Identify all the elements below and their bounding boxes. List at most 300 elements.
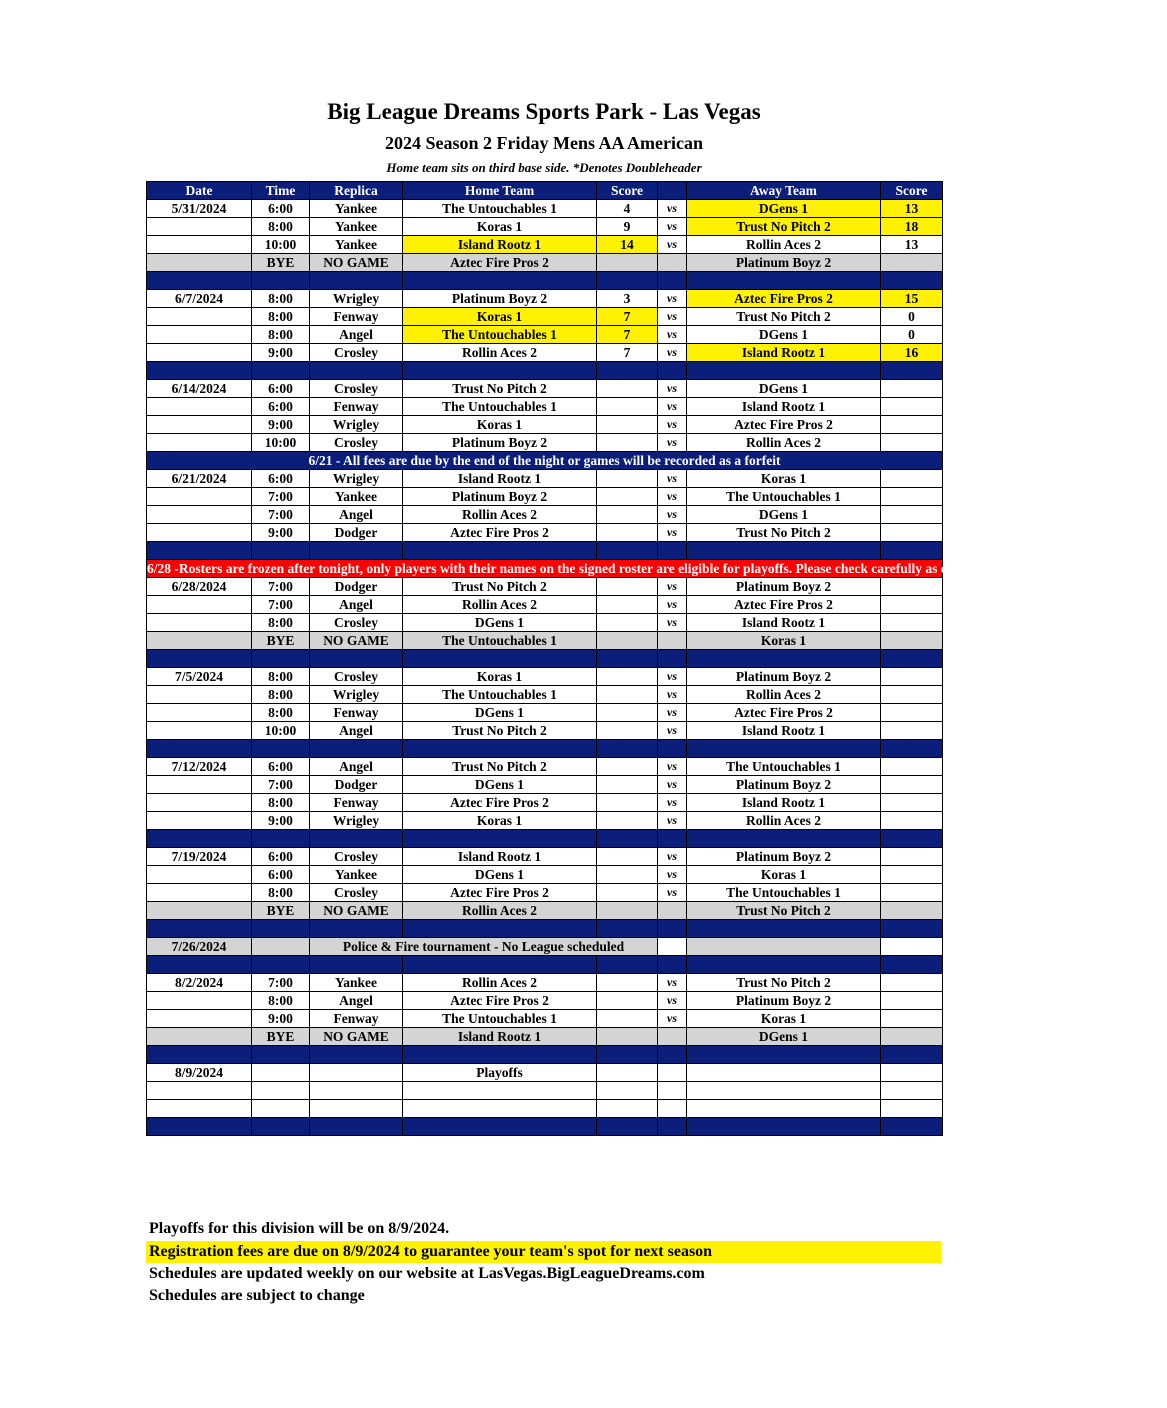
home-score-cell [597, 632, 658, 650]
separator-cell [147, 650, 252, 668]
time-cell: 9:00 [252, 1010, 310, 1028]
game-row [147, 776, 943, 794]
vs-cell: vs [658, 200, 687, 218]
replica-field-cell: Angel [310, 722, 403, 740]
game-row [147, 488, 943, 506]
time-cell: 9:00 [252, 344, 310, 362]
home-team-cell [403, 1100, 597, 1118]
time-cell: 7:00 [252, 488, 310, 506]
away-score-cell: 0 [881, 326, 943, 344]
date-cell: 7/19/2024 [147, 848, 252, 866]
vs-cell [658, 254, 687, 272]
separator-cell [597, 362, 658, 380]
replica-field-cell: Crosley [310, 434, 403, 452]
home-team-cell: Island Rootz 1 [403, 470, 597, 488]
vs-cell: vs [658, 704, 687, 722]
separator-cell [658, 920, 687, 938]
game-row [147, 218, 943, 236]
separator-cell [881, 920, 943, 938]
replica-field-cell: NO GAME [310, 632, 403, 650]
away-team-cell [687, 938, 881, 956]
separator-cell [597, 740, 658, 758]
separator-cell [658, 650, 687, 668]
date-cell [147, 434, 252, 452]
home-team-cell: Island Rootz 1 [403, 848, 597, 866]
separator-cell [881, 272, 943, 290]
separator-cell [310, 1046, 403, 1064]
vs-cell: vs [658, 614, 687, 632]
away-team-cell: Rollin Aces 2 [687, 812, 881, 830]
date-cell: 6/28/2024 [147, 578, 252, 596]
header-replica: Replica [310, 182, 403, 200]
home-team-cell: Koras 1 [403, 416, 597, 434]
date-cell [147, 686, 252, 704]
playoffs-note: Playoffs for this division will be on 8/9/2024. [149, 1220, 450, 1237]
game-row [147, 848, 943, 866]
schedule-body [147, 200, 1167, 1136]
vs-cell: vs [658, 434, 687, 452]
separator-cell [310, 362, 403, 380]
separator-cell [687, 650, 881, 668]
away-team-cell: The Untouchables 1 [687, 758, 881, 776]
date-cell: 7/5/2024 [147, 668, 252, 686]
time-cell: 8:00 [252, 686, 310, 704]
home-score-cell [597, 470, 658, 488]
home-team-cell: Trust No Pitch 2 [403, 578, 597, 596]
replica-field-cell [310, 1082, 403, 1100]
separator-cell [658, 362, 687, 380]
vs-cell: vs [658, 398, 687, 416]
time-cell: BYE [252, 254, 310, 272]
game-row [147, 1064, 943, 1082]
date-cell [147, 596, 252, 614]
replica-field-cell: Crosley [310, 884, 403, 902]
separator-cell [403, 740, 597, 758]
replica-field-cell [310, 1064, 403, 1082]
away-score-cell [881, 416, 943, 434]
date-cell: 8/9/2024 [147, 1064, 252, 1082]
vs-cell: vs [658, 596, 687, 614]
separator-cell [881, 1046, 943, 1064]
separator-cell [658, 1046, 687, 1064]
separator-cell [252, 362, 310, 380]
date-cell [147, 1100, 252, 1118]
home-score-cell [597, 596, 658, 614]
replica-field-cell: Crosley [310, 380, 403, 398]
game-row [147, 614, 943, 632]
away-score-cell [881, 470, 943, 488]
game-row [147, 1082, 943, 1100]
game-row [147, 380, 943, 398]
vs-cell: vs [658, 722, 687, 740]
vs-cell [658, 1028, 687, 1046]
home-team-cell: Playoffs [403, 1064, 597, 1082]
away-score-cell [881, 668, 943, 686]
separator-cell [658, 956, 687, 974]
website-note: Schedules are updated weekly on our website at LasVegas.BigLeagueDreams.com [149, 1265, 705, 1282]
separator-cell [252, 650, 310, 668]
time-cell: 9:00 [252, 524, 310, 542]
home-team-cell: Platinum Boyz 2 [403, 488, 597, 506]
date-cell [147, 722, 252, 740]
time-cell [252, 938, 310, 956]
separator-cell [310, 830, 403, 848]
away-score-cell [881, 722, 943, 740]
date-cell: 5/31/2024 [147, 200, 252, 218]
home-team-cell: Aztec Fire Pros 2 [403, 992, 597, 1010]
home-score-cell [597, 974, 658, 992]
game-row [147, 686, 943, 704]
game-row [147, 866, 943, 884]
separator-cell [310, 272, 403, 290]
time-cell: BYE [252, 632, 310, 650]
home-score-cell [597, 416, 658, 434]
home-team-cell: Aztec Fire Pros 2 [403, 524, 597, 542]
separator-cell [310, 542, 403, 560]
home-score-cell [597, 488, 658, 506]
separator-cell [881, 542, 943, 560]
away-score-cell [881, 380, 943, 398]
vs-cell: vs [658, 416, 687, 434]
away-score-cell [881, 974, 943, 992]
away-score-cell [881, 848, 943, 866]
away-team-cell: DGens 1 [687, 506, 881, 524]
seating-note: Home team sits on third base side. *Denotes Doubleheader [386, 160, 702, 175]
home-score-cell [597, 506, 658, 524]
home-team-cell: Aztec Fire Pros 2 [403, 794, 597, 812]
home-team-cell: Rollin Aces 2 [403, 596, 597, 614]
separator-cell [310, 740, 403, 758]
home-score-cell [597, 794, 658, 812]
time-cell [252, 1100, 310, 1118]
separator-cell [403, 542, 597, 560]
home-score-cell [597, 434, 658, 452]
home-score-cell [597, 254, 658, 272]
separator-cell [147, 740, 252, 758]
game-row [147, 200, 943, 218]
away-team-cell: Trust No Pitch 2 [687, 308, 881, 326]
home-score-cell: 7 [597, 308, 658, 326]
home-team-cell: Trust No Pitch 2 [403, 380, 597, 398]
home-score-cell [597, 1082, 658, 1100]
away-team-cell: DGens 1 [687, 326, 881, 344]
away-score-cell [881, 1010, 943, 1028]
date-cell [147, 326, 252, 344]
home-score-cell: 7 [597, 326, 658, 344]
separator-cell [881, 362, 943, 380]
home-score-cell [597, 398, 658, 416]
home-score-cell: 14 [597, 236, 658, 254]
vs-cell: vs [658, 974, 687, 992]
replica-field-cell: Wrigley [310, 290, 403, 308]
away-score-cell [881, 866, 943, 884]
separator-cell [252, 1046, 310, 1064]
away-score-cell [881, 902, 943, 920]
away-score-cell [881, 704, 943, 722]
game-row [147, 1100, 943, 1118]
away-team-cell: Island Rootz 1 [687, 794, 881, 812]
date-cell [147, 236, 252, 254]
replica-field-cell: NO GAME [310, 254, 403, 272]
home-team-cell: Trust No Pitch 2 [403, 758, 597, 776]
away-score-cell [881, 254, 943, 272]
away-score-cell [881, 992, 943, 1010]
home-team-cell: The Untouchables 1 [403, 1010, 597, 1028]
separator-cell [310, 920, 403, 938]
away-team-cell [687, 1100, 881, 1118]
separator-cell [597, 920, 658, 938]
separator-cell [147, 1046, 252, 1064]
replica-field-cell: Yankee [310, 200, 403, 218]
separator-row [147, 1118, 943, 1136]
separator-row [147, 740, 943, 758]
separator-cell [687, 920, 881, 938]
vs-cell: vs [658, 812, 687, 830]
game-row [147, 974, 943, 992]
separator-cell [687, 1046, 881, 1064]
away-score-cell [881, 1064, 943, 1082]
vs-cell: vs [658, 884, 687, 902]
separator-cell [403, 650, 597, 668]
replica-field-cell [310, 1100, 403, 1118]
separator-cell [687, 740, 881, 758]
separator-row [147, 1046, 943, 1064]
home-team-cell: Island Rootz 1 [403, 236, 597, 254]
home-team-cell: Koras 1 [403, 218, 597, 236]
replica-field-cell: Angel [310, 596, 403, 614]
date-cell [147, 308, 252, 326]
fee-notice-row [147, 452, 943, 470]
date-cell [147, 794, 252, 812]
home-score-cell: 3 [597, 290, 658, 308]
vs-cell [658, 938, 687, 956]
time-cell: 10:00 [252, 722, 310, 740]
replica-field-cell: Fenway [310, 1010, 403, 1028]
away-score-cell [881, 758, 943, 776]
time-cell: 9:00 [252, 416, 310, 434]
separator-cell [597, 956, 658, 974]
separator-cell [597, 272, 658, 290]
separator-cell [658, 830, 687, 848]
home-score-cell: 9 [597, 218, 658, 236]
replica-field-cell: Yankee [310, 866, 403, 884]
vs-cell [658, 1064, 687, 1082]
date-cell [147, 1010, 252, 1028]
home-score-cell [597, 776, 658, 794]
time-cell: 6:00 [252, 380, 310, 398]
time-cell: 9:00 [252, 812, 310, 830]
home-team-cell: DGens 1 [403, 704, 597, 722]
time-cell: 10:00 [252, 434, 310, 452]
home-team-cell: The Untouchables 1 [403, 686, 597, 704]
header-row [147, 182, 943, 200]
vs-cell [658, 632, 687, 650]
separator-cell [687, 956, 881, 974]
replica-field-cell: Angel [310, 326, 403, 344]
separator-cell [252, 920, 310, 938]
time-cell: 6:00 [252, 866, 310, 884]
date-cell [147, 416, 252, 434]
bye-row [147, 1028, 943, 1046]
replica-field-cell: Yankee [310, 236, 403, 254]
header-away-team: Away Team [687, 182, 881, 200]
home-team-cell: DGens 1 [403, 614, 597, 632]
vs-cell: vs [658, 326, 687, 344]
date-cell [147, 218, 252, 236]
separator-cell [597, 542, 658, 560]
vs-cell: vs [658, 578, 687, 596]
separator-cell [403, 830, 597, 848]
away-team-cell: Island Rootz 1 [687, 344, 881, 362]
away-score-cell: 0 [881, 308, 943, 326]
home-score-cell [597, 866, 658, 884]
date-cell [147, 1082, 252, 1100]
home-team-cell: Koras 1 [403, 668, 597, 686]
home-team-cell: Rollin Aces 2 [403, 974, 597, 992]
separator-cell [310, 1118, 403, 1136]
replica-field-cell: Yankee [310, 218, 403, 236]
bye-row [147, 902, 943, 920]
home-score-cell [597, 668, 658, 686]
time-cell: 8:00 [252, 614, 310, 632]
vs-cell: vs [658, 992, 687, 1010]
date-cell [147, 902, 252, 920]
away-score-cell [881, 686, 943, 704]
away-score-cell [881, 506, 943, 524]
replica-field-cell: Fenway [310, 704, 403, 722]
vs-cell: vs [658, 218, 687, 236]
date-cell [147, 812, 252, 830]
vs-cell: vs [658, 1010, 687, 1028]
away-team-cell: Aztec Fire Pros 2 [687, 596, 881, 614]
away-team-cell: Aztec Fire Pros 2 [687, 290, 881, 308]
tournament-note: Police & Fire tournament - No League scheduled [310, 938, 658, 956]
vs-cell: vs [658, 848, 687, 866]
away-team-cell: Rollin Aces 2 [687, 236, 881, 254]
time-cell: 6:00 [252, 758, 310, 776]
roster-alert: 6/28 -Rosters are frozen after tonight, only players with their names on the signed roster are eligible for playoffs. Please check carefully as changes will not be made for omissions. [147, 561, 1167, 576]
replica-field-cell: Fenway [310, 308, 403, 326]
game-row [147, 416, 943, 434]
separator-cell [597, 1118, 658, 1136]
separator-cell [687, 542, 881, 560]
separator-row [147, 650, 943, 668]
date-cell [147, 254, 252, 272]
separator-cell [147, 830, 252, 848]
date-cell [147, 398, 252, 416]
home-score-cell [597, 902, 658, 920]
away-team-cell: Platinum Boyz 2 [687, 848, 881, 866]
separator-cell [147, 920, 252, 938]
home-team-cell: Koras 1 [403, 308, 597, 326]
time-cell: 8:00 [252, 794, 310, 812]
away-team-cell: Koras 1 [687, 1010, 881, 1028]
game-row [147, 470, 943, 488]
separator-cell [403, 272, 597, 290]
header-date: Date [147, 182, 252, 200]
time-cell: 8:00 [252, 218, 310, 236]
game-row [147, 344, 943, 362]
time-cell: 6:00 [252, 200, 310, 218]
home-score-cell [597, 578, 658, 596]
vs-cell: vs [658, 794, 687, 812]
date-cell [147, 992, 252, 1010]
registration-note: Registration fees are due on 8/9/2024 to guarantee your team's spot for next season [146, 1241, 941, 1263]
replica-field-cell: Crosley [310, 344, 403, 362]
game-row [147, 506, 943, 524]
home-score-cell [597, 722, 658, 740]
time-cell: 8:00 [252, 992, 310, 1010]
vs-cell: vs [658, 290, 687, 308]
away-team-cell: Trust No Pitch 2 [687, 524, 881, 542]
away-score-cell [881, 632, 943, 650]
away-team-cell: The Untouchables 1 [687, 884, 881, 902]
home-team-cell: The Untouchables 1 [403, 326, 597, 344]
home-team-cell: The Untouchables 1 [403, 200, 597, 218]
replica-field-cell: Fenway [310, 398, 403, 416]
game-row [147, 812, 943, 830]
separator-cell [658, 272, 687, 290]
away-score-cell [881, 884, 943, 902]
home-score-cell [597, 1100, 658, 1118]
separator-cell [881, 1118, 943, 1136]
game-row [147, 1010, 943, 1028]
time-cell: 6:00 [252, 470, 310, 488]
date-cell [147, 506, 252, 524]
away-team-cell [687, 1082, 881, 1100]
away-team-cell: Platinum Boyz 2 [687, 578, 881, 596]
home-team-cell: Rollin Aces 2 [403, 344, 597, 362]
away-score-cell [881, 1082, 943, 1100]
away-team-cell: Platinum Boyz 2 [687, 992, 881, 1010]
home-team-cell: Aztec Fire Pros 2 [403, 254, 597, 272]
game-row [147, 722, 943, 740]
away-score-cell: 15 [881, 290, 943, 308]
time-cell [252, 1082, 310, 1100]
away-score-cell [881, 812, 943, 830]
separator-cell [147, 956, 252, 974]
separator-cell [658, 542, 687, 560]
separator-cell [147, 542, 252, 560]
replica-field-cell: Dodger [310, 524, 403, 542]
home-team-cell: Aztec Fire Pros 2 [403, 884, 597, 902]
separator-cell [658, 740, 687, 758]
away-team-cell: Island Rootz 1 [687, 398, 881, 416]
time-cell: 8:00 [252, 326, 310, 344]
game-row [147, 236, 943, 254]
replica-field-cell: Crosley [310, 614, 403, 632]
away-score-cell: 16 [881, 344, 943, 362]
replica-field-cell: Angel [310, 758, 403, 776]
roster-alert-row [147, 560, 943, 578]
separator-cell [252, 272, 310, 290]
replica-field-cell: Crosley [310, 848, 403, 866]
away-team-cell: Koras 1 [687, 632, 881, 650]
away-score-cell [881, 596, 943, 614]
home-team-cell: Trust No Pitch 2 [403, 722, 597, 740]
away-team-cell: Koras 1 [687, 866, 881, 884]
away-team-cell: Platinum Boyz 2 [687, 776, 881, 794]
home-team-cell: Koras 1 [403, 812, 597, 830]
time-cell: BYE [252, 1028, 310, 1046]
date-cell [147, 704, 252, 722]
separator-cell [403, 920, 597, 938]
home-team-cell: Rollin Aces 2 [403, 902, 597, 920]
home-team-cell: Rollin Aces 2 [403, 506, 597, 524]
separator-row [147, 830, 943, 848]
vs-cell: vs [658, 668, 687, 686]
away-team-cell: The Untouchables 1 [687, 488, 881, 506]
